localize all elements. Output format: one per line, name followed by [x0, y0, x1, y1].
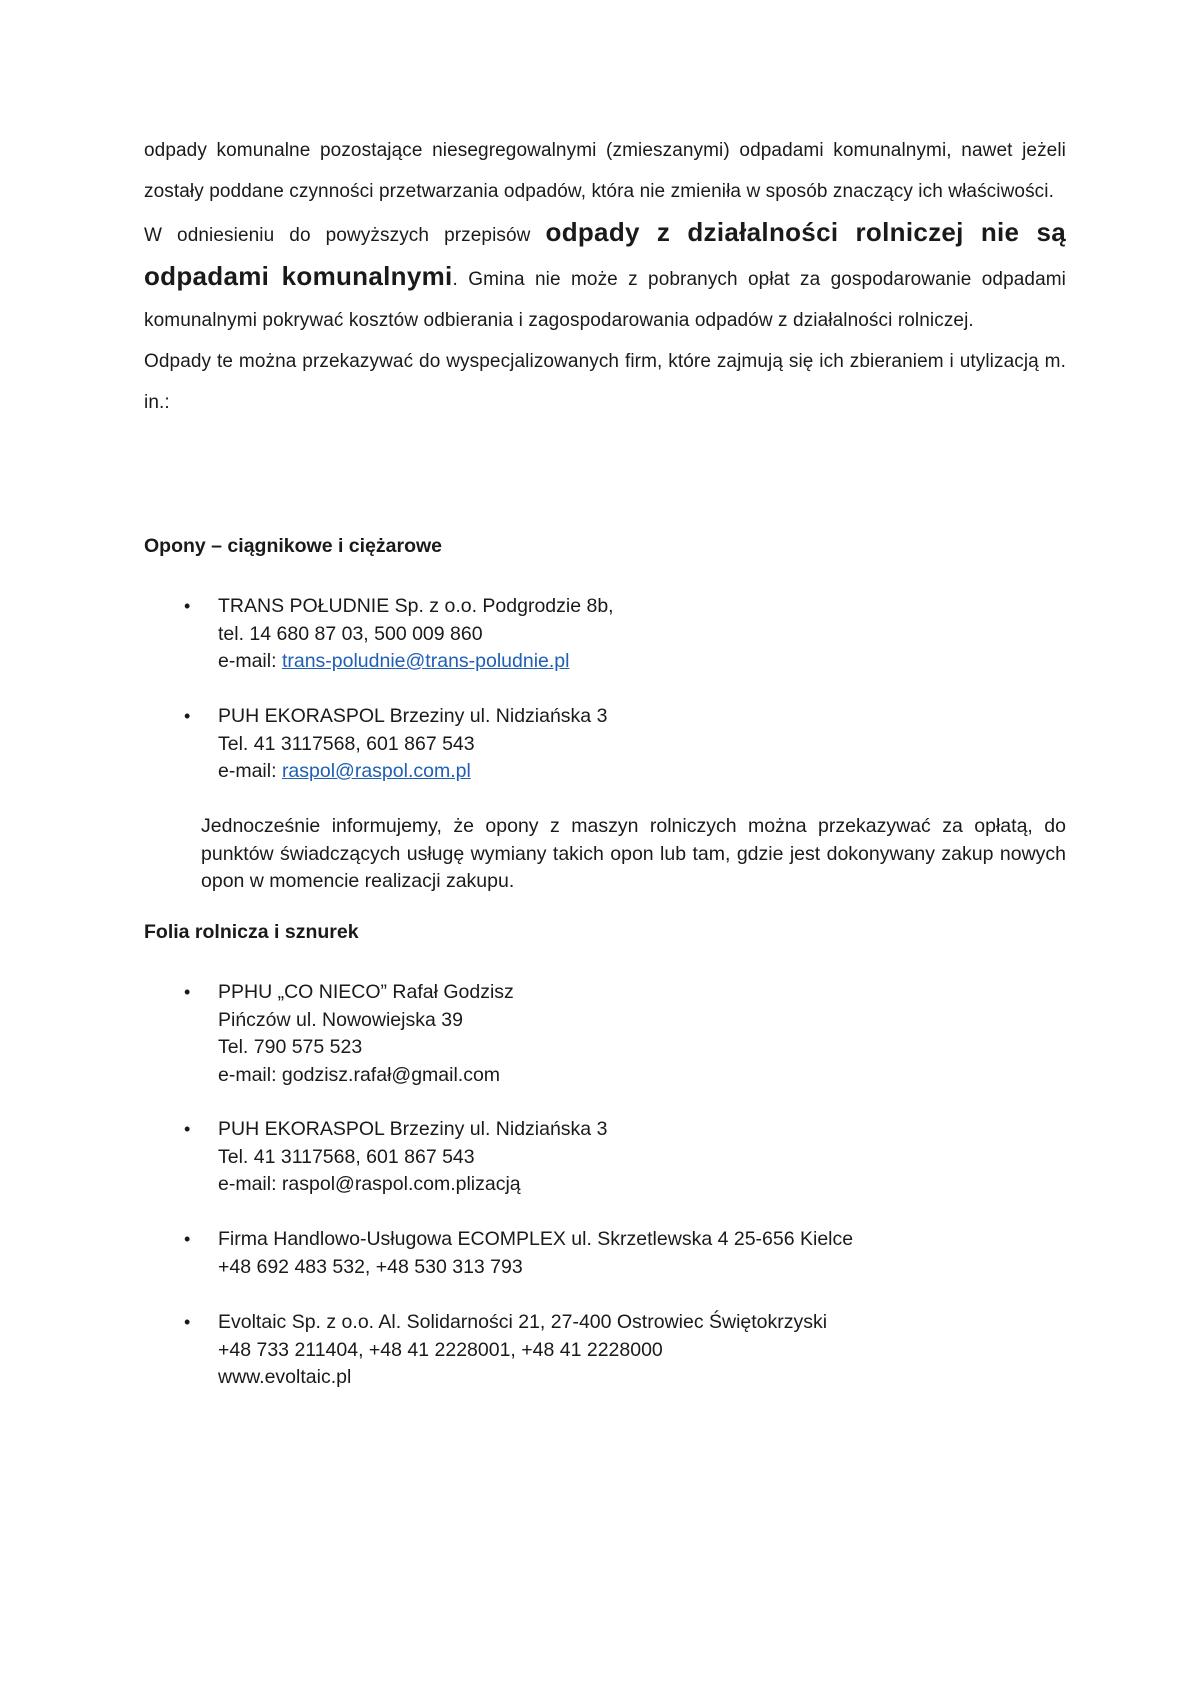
email-label: e-mail: [218, 760, 282, 782]
company-email: e-mail: godzisz.rafał@gmail.com [218, 1063, 501, 1086]
bullet-icon: • [184, 982, 191, 1002]
company-name: PPHU „CO NIECO” Rafał Godzisz [218, 981, 514, 1003]
list-item [184, 1309, 1044, 1392]
bullet-icon: • [184, 1119, 191, 1139]
company-address: Pińczów ul. Nowowiejska 39 [218, 1008, 463, 1031]
company-name: Evoltaic Sp. z o.o. Al. Solidarności 21, 27-400 Ostrowiec Świętokrzyski [218, 1311, 828, 1333]
company-email-link[interactable]: raspol@raspol.com.pl [281, 760, 471, 782]
intro-paragraph-2-lead: W odniesieniu do powyższych przepisów [144, 225, 546, 246]
company-name: PUH EKORASPOL Brzeziny ul. Nidziańska 3 [218, 705, 608, 727]
section-heading-tyres: Opony – ciągnikowe i ciężarowe [144, 535, 443, 557]
company-email-link[interactable]: trans-poludnie@trans-poludnie.pl [281, 650, 570, 672]
company-name: PUH EKORASPOL Brzeziny ul. Nidziańska 3 [218, 1118, 608, 1140]
intro-paragraph-2 [144, 212, 1066, 341]
company-phone: Tel. 41 3117568, 601 867 543 [218, 1145, 475, 1168]
intro-paragraph-1: odpady komunalne pozostające niesegregowalnymi (zmieszanymi) odpadami komunalnymi, nawet jeżeli zostały poddane czynności przetwarzania odpadów, która nie zmieniła w sposób znaczący ich właściwości. [144, 140, 1066, 202]
bullet-icon: • [184, 1312, 191, 1332]
foil-companies-list-2 [184, 1116, 1044, 1199]
company-phone: Tel. 41 3117568, 601 867 543 [218, 732, 475, 755]
tyre-companies-list-2 [184, 703, 1044, 786]
intro-paragraph-2-emphasis: odpady z działalności rolniczej nie są odpadami komunalnymi [144, 217, 1066, 291]
foil-companies-list-3 [184, 1226, 1044, 1281]
document-page [144, 130, 1066, 423]
company-email: e-mail: raspol@raspol.com.plizacją [218, 1173, 521, 1195]
company-website: www.evoltaic.pl [218, 1366, 352, 1388]
company-email-line [218, 758, 1044, 786]
intro-paragraph-3: Odpady te można przekazywać do wyspecjalizowanych firm, które zajmują się ich zbieraniem i utylizacją m. in.: [144, 351, 1066, 413]
list-item [184, 593, 1044, 676]
company-phone: +48 733 211404, +48 41 2228001, +48 41 2228000 [218, 1338, 663, 1361]
tyres-note: Jednocześnie informujemy, że opony z maszyn rolniczych można przekazywać za opłatą, do punktów świadczących usługę wymiany takich opon lub tam, gdzie jest dokonywany zakup nowych opon w momencie realizacji zakupu. [201, 815, 1066, 892]
intro-paragraph-2-rest: . Gmina nie może z pobranych opłat za gospodarowanie odpadami komunalnymi pokrywać kosztów odbierania i zagospodarowania odpadów z działalności rolniczej. [144, 269, 1066, 331]
list-item [184, 1226, 1044, 1281]
foil-companies-list-1 [184, 979, 1044, 1089]
bullet-icon: • [184, 706, 191, 726]
bullet-icon: • [184, 596, 191, 616]
company-phone: tel. 14 680 87 03, 500 009 860 [218, 622, 483, 645]
company-name: Firma Handlowo-Usługowa ECOMPLEX ul. Skrzetlewska 4 25-656 Kielce [218, 1228, 854, 1250]
email-label: e-mail: [218, 650, 282, 672]
company-phone: +48 692 483 532, +48 530 313 793 [218, 1255, 523, 1278]
list-item [184, 979, 1044, 1089]
bullet-icon: • [184, 1229, 191, 1249]
company-name: TRANS POŁUDNIE Sp. z o.o. Podgrodzie 8b, [218, 595, 614, 617]
company-email-line [218, 648, 1044, 676]
list-item [184, 1116, 1044, 1199]
list-item [184, 703, 1044, 786]
foil-companies-list-4 [184, 1309, 1044, 1392]
tyre-companies-list [184, 593, 1044, 676]
section-heading-foil: Folia rolnicza i sznurek [144, 921, 359, 943]
company-phone: Tel. 790 575 523 [218, 1036, 363, 1058]
